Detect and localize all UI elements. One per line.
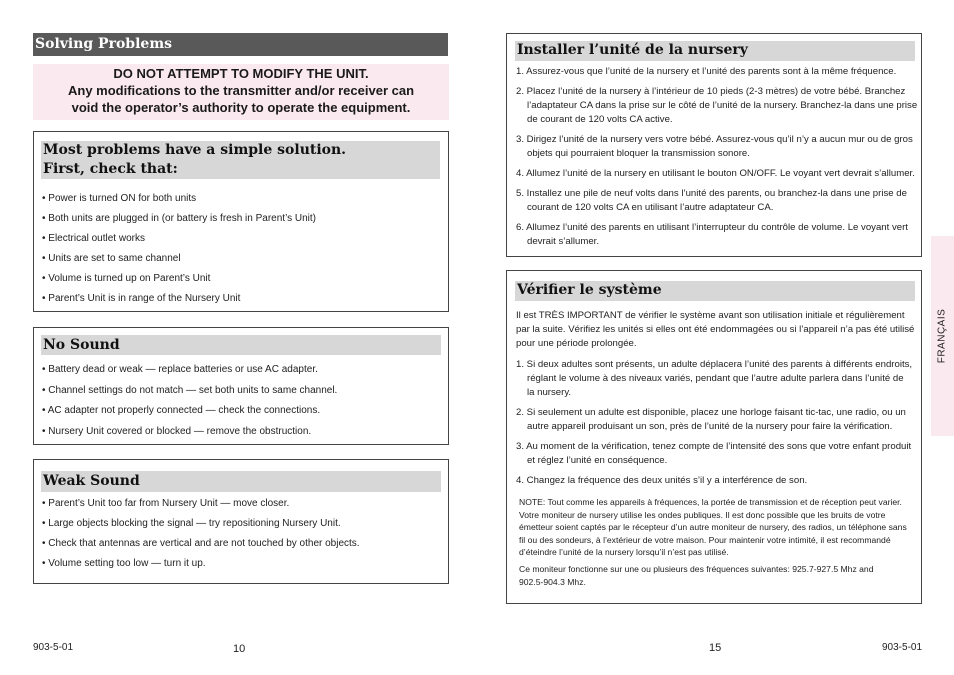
no-sound-box	[33, 327, 449, 445]
list-item	[516, 440, 912, 468]
step-line: 5. Installez une pile de neuf volts dans l’unité des parents, ou branchez-la dans une prise de	[516, 188, 907, 199]
step-line: autre appareil produisant un son, près de l’unité de la nursery pour faire la vérification.	[527, 421, 893, 432]
step-line: 4. Allumez l’unité de la nursery en utilisant le bouton ON/OFF. Le voyant vert devrait s’allumer.	[516, 168, 915, 179]
weak-sound-list	[42, 494, 360, 574]
verify-steps	[516, 358, 912, 488]
check-list-title	[41, 141, 440, 179]
step-line: 6. Allumez l’unité des parents en utilisant l’interrupteur du contrôle de volume. Le voyant vert	[516, 222, 908, 233]
intro-line: par la suite. Vérifiez les unités si elles ont été endommagées ou si l’appareil n’a pas été utilisé	[516, 324, 915, 335]
page-number-right: 15	[709, 642, 722, 654]
list-item: • Nursery Unit covered or blocked — remove the obstruction.	[42, 425, 312, 437]
list-item: • Large objects blocking the signal — try repositioning Nursery Unit.	[42, 518, 341, 529]
warning-line: Any modifications to the transmitter and/or receiver can	[67, 83, 415, 98]
check-list-box	[33, 131, 449, 312]
list-item	[516, 65, 917, 79]
note-line: NOTE: Tout comme les appareils à fréquences, la portée de transmission et de réception peut varier.	[519, 497, 902, 507]
language-label: FRANÇAIS	[936, 308, 948, 364]
list-item: • Volume is turned up on Parent’s Unit	[42, 273, 211, 284]
list-item: • Volume setting too low — turn it up.	[42, 558, 206, 569]
note-line: 902.5-904.3 Mhz.	[519, 576, 586, 587]
step-line: 4. Changez la fréquence des deux unités s’il y a interférence de son.	[516, 475, 808, 486]
list-item: • Battery dead or weak — replace batteries or use AC adapter.	[42, 364, 318, 375]
list-item	[516, 85, 917, 127]
check-title-line: First, check that:	[43, 161, 178, 177]
no-sound-title: No Sound	[41, 335, 441, 355]
verify-note	[519, 496, 907, 559]
list-item	[516, 133, 917, 161]
step-line: 3. Au moment de la vérification, tenez compte de l’intensité des sons que votre enfant produit	[516, 441, 912, 452]
warning-notice	[33, 64, 449, 120]
intro-line: Il est TRÈS IMPORTANT de vérifier le système avant son utilisation initiale et régulièrement	[516, 310, 905, 321]
note-line: fil ou des sondeurs, à l’extérieur de votre maison. Pour maintenir votre intimité, il est recommandé	[519, 534, 891, 545]
list-item	[516, 187, 917, 215]
list-item: • Electrical outlet works	[42, 233, 145, 244]
weak-sound-title: Weak Sound	[41, 471, 441, 492]
list-item: • Units are set to same channel	[42, 253, 181, 264]
list-item: • AC adapter not properly connected — check the connections.	[42, 405, 321, 416]
footer-code-right: 903-5-01	[882, 642, 923, 653]
step-line: réglant le volume à des niveaux variés, pendant que l’autre adulte parlera dans l’unité de	[527, 373, 904, 384]
install-box	[506, 33, 922, 257]
note-line: émetteur soient captés par le récepteur d’un autre moniteur de nursery, des radios, un téléphone sans	[519, 522, 907, 532]
page-number-left: 10	[233, 643, 246, 655]
step-line: la nursery.	[527, 387, 572, 398]
warning-line: void the operator’s authority to operate the equipment.	[71, 100, 411, 115]
step-line: et réglez l’unité en conséquence.	[527, 455, 668, 466]
list-item: • Parent’s Unit is in range of the Nursery Unit	[42, 293, 241, 304]
step-line: objets qui pourraient bloquer la transmission sonore.	[527, 148, 750, 159]
check-list	[42, 189, 316, 309]
list-item	[516, 406, 912, 434]
note-line: Votre moniteur de nursery utilise les ondes publiques. Il est donc possible que les bruits de votre	[519, 509, 886, 520]
step-line: 3. Dirigez l’unité de la nursery vers votre bébé. Assurez-vous qu’il n’y a aucun mur ou de gros	[516, 134, 913, 145]
check-title-line: Most problems have a simple solution.	[43, 142, 347, 158]
verify-title: Vérifier le système	[515, 281, 915, 301]
step-line: courant de 120 volts CA en utilisant l’autre adaptateur CA.	[527, 202, 774, 213]
step-line: l’adaptateur CA dans la prise sur le côté de l’unité de la nursery. Branchez-la dans une prise	[527, 100, 918, 111]
footer-code-left: 903-5-01	[33, 642, 74, 653]
list-item	[516, 167, 917, 181]
list-item: • Channel settings do not match — set both units to same channel.	[42, 384, 338, 396]
section-title-solving-problems: Solving Problems	[33, 33, 448, 56]
step-line: 2. Placez l’unité de la nursery à l’intérieur de 10 pieds (2-3 mètres) de votre bébé. Branchez	[516, 86, 906, 97]
step-line: 1. Si deux adultes sont présents, un adulte déplacera l’unité des parents à différents endroits,	[516, 359, 913, 370]
language-side-tab	[931, 236, 954, 436]
step-line: 2. Si seulement un adulte est disponible, placez une horloge faisant tic-tac, une radio, ou un	[516, 407, 906, 418]
list-item: • Both units are plugged in (or battery is fresh in Parent’s Unit)	[42, 213, 317, 224]
note-line: d’éteindre l’unité de la nursery lorsqu’il n’est pas utilisé.	[519, 547, 729, 557]
install-title: Installer l’unité de la nursery	[515, 41, 915, 61]
install-steps	[516, 65, 917, 249]
no-sound-list	[42, 360, 337, 442]
intro-line: pour une période prolongée.	[516, 338, 637, 349]
weak-sound-box	[33, 459, 449, 584]
step-line: 1. Assurez-vous que l’unité de la nursery et l’unité des parents sont à la même fréquence.	[516, 66, 897, 77]
list-item	[516, 358, 912, 400]
frequency-note	[519, 563, 873, 588]
list-item: • Check that antennas are vertical and are not touched by other objects.	[42, 538, 360, 549]
list-item: • Parent’s Unit too far from Nursery Unit — move closer.	[42, 498, 290, 509]
list-item	[516, 474, 912, 488]
warning-line: DO NOT ATTEMPT TO MODIFY THE UNIT.	[113, 66, 369, 81]
list-item	[516, 221, 917, 249]
list-item: • Power is turned ON for both units	[42, 193, 197, 204]
step-line: de courant de 120 volts CA active.	[527, 114, 673, 125]
verify-intro	[516, 309, 914, 351]
verify-box	[506, 270, 922, 604]
step-line: devrait s’allumer.	[527, 236, 599, 247]
note-line: Ce moniteur fonctionne sur une ou plusieurs des fréquences suivantes: 925.7-927.5 Mhz and	[519, 564, 874, 574]
